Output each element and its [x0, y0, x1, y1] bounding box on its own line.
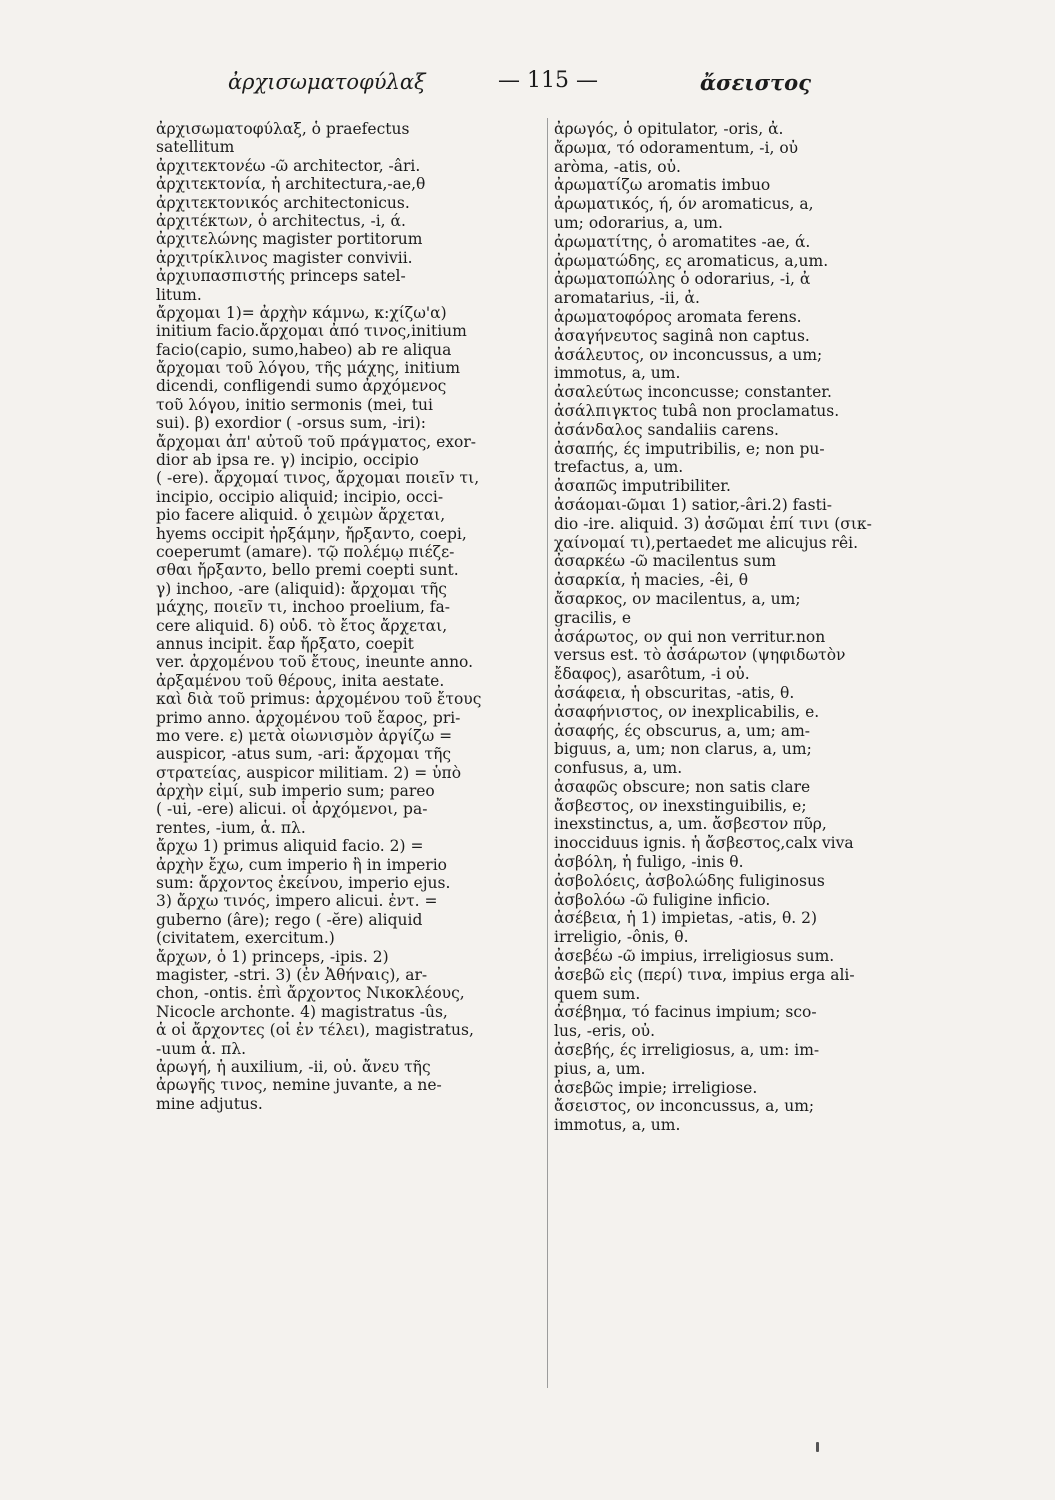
text-line: sum: ἄρχοντος ἐκείνου, imperio ejus.	[156, 874, 451, 893]
text-line: chon, -ontis. ἐπὶ ἄρχοντος Νικοκλέους,	[156, 984, 465, 1003]
text-line: ἀρωματοφόρος aromata ferens.	[554, 307, 802, 326]
text-line: (civitatem, exercitum.)	[156, 929, 335, 948]
page-number: — 115 —	[498, 68, 598, 93]
text-line: ἀρχιυπασπιστής princeps satel-	[156, 267, 406, 286]
text-line: immotus, a, um.	[554, 1116, 681, 1135]
text-line: ἀσεβής, ές irreligiosus, a, um: im-	[554, 1041, 820, 1060]
text-line: ἀρωματίζω aromatis imbuo	[554, 176, 771, 195]
text-line: confusus, a, um.	[554, 759, 683, 778]
text-line: ἄρχω 1) primus aliquid facio. 2) =	[156, 837, 424, 856]
text-line: quem sum.	[554, 984, 641, 1003]
left-column	[156, 120, 542, 1400]
text-line: ἀσβόλη, ἡ fuligo, -inis θ.	[554, 853, 744, 872]
text-line: ἀσάλευτος, ον inconcussus, a um;	[554, 345, 823, 364]
text-line: inocciduus ignis. ἡ ἄσβεστος,calx viva	[554, 834, 854, 853]
text-line: initium facio.ἄρχομαι ἀπό τινος,initium	[156, 322, 467, 341]
text-line: ἀσαλεύτως inconcusse; constanter.	[554, 383, 832, 402]
text-line: facio(capio, sumo,habeo) ab re aliqua	[156, 340, 452, 359]
right-column	[554, 120, 934, 1400]
text-line: mo vere. ε) μετὰ οἰωνισμὸν ἀργίζω =	[156, 726, 453, 745]
text-line: ἀσεβῶς impie; irreligiose.	[554, 1078, 758, 1097]
text-line: γ) inchoo, -are (aliquid): ἄρχομαι τῆς	[156, 579, 447, 598]
print-speck	[816, 1442, 819, 1452]
text-line: ver. ἀρχομένου τοῦ ἔτους, ineunte anno.	[156, 653, 474, 672]
text-line: ἀσάομαι-ῶμαι 1) satior,-âri.2) fasti-	[554, 495, 833, 514]
text-line: ἀρχιτεκτονικός architectonicus.	[156, 193, 410, 212]
text-line: ἀρχιτρίκλινος magister convivii.	[156, 248, 413, 267]
text-line: ἀρξαμένου τοῦ θέρους, inita aestate.	[156, 671, 445, 690]
text-line: auspicor, -atus sum, -ari: ἄρχομαι τῆς	[156, 745, 452, 764]
text-line: coeperumt (amare). τῷ πολέμῳ πιέζε-	[156, 542, 455, 561]
text-line: versus est. τὸ ἀσάρωτον (ψηφιδωτὸν	[554, 646, 846, 665]
text-line: ἀσεβῶ εἰς (περί) τινα, impius erga ali-	[554, 965, 855, 984]
text-line: ἄσαρκος, ον macilentus, a, um;	[554, 589, 801, 608]
text-line: aròma, -atis, οὐ.	[554, 157, 681, 176]
text-line: incipio, occipio aliquid; incipio, occi-	[156, 487, 444, 506]
text-line: ἀσαγήνευτος saginâ non captus.	[554, 326, 810, 345]
text-line: -uum ἁ. πλ.	[156, 1039, 247, 1058]
text-line: mine adjutus.	[156, 1094, 263, 1113]
text-line: litum.	[156, 285, 202, 304]
text-line: ἀσαρκέω -ῶ macilentus sum	[554, 552, 777, 571]
text-line: pius, a, um.	[554, 1059, 646, 1078]
text-line: dio -ire. aliquid. 3) ἀσῶμαι ἐπί τινι (σικ-	[554, 514, 872, 533]
text-line: ἀσάφεια, ἡ obscuritas, -atis, θ.	[554, 683, 795, 702]
text-line: ἄρωμα, τό odoramentum, -i, οὐ	[554, 138, 799, 157]
header-first-headword: ἀρχισωματοφύλαξ	[228, 70, 426, 94]
text-line: ( -ere). ἄρχομαί τινος, ἄρχομαι ποιεῖν τι,	[156, 469, 480, 488]
text-line: ἀσεβέω -ῶ impius, irreligiosus sum.	[554, 947, 835, 966]
text-line: ἀρωματοπώλης ὁ odorarius, -i, ἀ	[554, 270, 811, 289]
text-line: pio facere aliquid. ὁ χειμὼν ἄρχεται,	[156, 506, 446, 525]
text-line: primo anno. ἀρχομένου τοῦ ἔαρος, pri-	[156, 708, 461, 727]
text-line: ἀσαφής, ές obscurus, a, um; am-	[554, 721, 810, 740]
text-line: ἀσέβεια, ἡ 1) impietas, -atis, θ. 2)	[554, 909, 818, 928]
text-line: ἀρωγή, ἡ auxilium, -ii, οὐ. ἄνευ τῆς	[156, 1057, 431, 1076]
text-line: ἀρχιτεκτονία, ἡ architectura,-ae,θ	[156, 175, 426, 194]
text-line: ἀρχισωματοφύλαξ, ὁ praefectus	[156, 120, 410, 138]
text-line: ἀσβολόω -ῶ fuligine inficio.	[554, 890, 771, 909]
text-line: ἀρωματικός, ή, όν aromaticus, a,	[554, 195, 814, 214]
text-line: inexstinctus, a, um. ἄσβεστον πῦρ,	[554, 815, 827, 834]
text-line: um; odorarius, a, um.	[554, 213, 723, 232]
text-line: ἀρωγῆς τινος, nemine juvante, a ne-	[156, 1076, 442, 1095]
text-line: στρατείας, auspicor militiam. 2) = ὑπὸ	[156, 763, 462, 782]
text-line: τοῦ λόγου, initio sermonis (mei, tui	[156, 395, 433, 414]
text-line: ἀσβολόεις, ἀσβολώδης fuliginosus	[554, 871, 825, 890]
text-line: immotus, a, um.	[554, 364, 681, 383]
text-line: sui). β) exordior ( -orsus sum, -iri):	[156, 414, 427, 433]
text-line: 3) ἄρχω τινός, impero alicui. ἐντ. =	[156, 892, 438, 911]
text-line: magister, -stri. 3) (ἐν Ἀθήναις), ar-	[156, 965, 428, 984]
text-line: ἀρχιτέκτων, ὁ architectus, -i, ά.	[156, 211, 406, 230]
text-line: ἀρχιτεκτονέω -ῶ architector, -âri.	[156, 156, 421, 175]
text-line: hyems occipit ἠρξάμην, ἤρξαντο, coepi,	[156, 524, 467, 543]
text-line: ἀρχιτελώνης magister portitorum	[156, 230, 423, 249]
text-line: cere aliquid. δ) οὐδ. τὸ ἔτος ἄρχεται,	[156, 616, 448, 635]
text-line: χαίνομαί τι),pertaedet me alicujus rêi.	[554, 533, 859, 552]
text-line: ἄρχων, ὁ 1) princeps, -ipis. 2)	[156, 947, 389, 966]
text-line: dior ab ipsa re. γ) incipio, occipio	[156, 451, 419, 470]
text-line: ἀσαρκία, ἡ macies, -êi, θ	[554, 571, 749, 590]
text-line: aromatarius, -ii, ἀ.	[554, 289, 700, 308]
text-line: gracilis, e	[554, 608, 632, 627]
text-line: ἀσάρωτος, ον qui non verritur.non	[554, 627, 826, 646]
text-line: ἁ οἱ ἄρχοντες (οἱ ἐν τέλει), magistratus,	[156, 1021, 474, 1040]
text-line: ἄσβεστος, ον inexstinguibilis, e;	[554, 796, 807, 815]
text-line: ἀσαπῶς imputribiliter.	[554, 477, 731, 496]
text-line: irreligio, -ônis, θ.	[554, 928, 689, 947]
text-line: μάχης, ποιεῖν τι, inchoo proelium, fa-	[156, 598, 451, 617]
page-header	[0, 66, 1055, 106]
text-line: ( -ui, -ere) alicui. οἱ ἀρχόμενοι, pa-	[156, 800, 428, 819]
text-line: Nicocle archonte. 4) magistratus -ûs,	[156, 1002, 448, 1021]
text-line: ἀρωματώδης, ες aromaticus, a,um.	[554, 251, 829, 270]
text-line: ἀρχὴν ἔχω, cum imperio ἢ in imperio	[156, 855, 448, 874]
text-line: ἀσάλπιγκτος tubâ non proclamatus.	[554, 401, 840, 420]
text-line: dicendi, confligendi sumo ἀρχόμενος	[156, 377, 447, 396]
text-line: ἀσαπής, ές imputribilis, e; non pu-	[554, 439, 825, 458]
text-line: annus incipit. ἔαρ ἤρξατο, coepit	[156, 634, 414, 653]
text-line: biguus, a, um; non clarus, a, um;	[554, 740, 812, 759]
text-line: σθαι ἤρξαντο, bello premi coepti sunt.	[156, 561, 459, 580]
text-line: ἀσαφήνιστος, ον inexplicabilis, e.	[554, 702, 820, 721]
text-line: ἀρχὴν εἰμί, sub imperio sum; pareo	[156, 782, 435, 801]
text-line: ἀρωματίτης, ὁ aromatites -ae, ά.	[554, 232, 811, 251]
text-line: trefactus, a, um.	[554, 458, 684, 477]
text-line: ἄρχομαι ἀπ' αὐτοῦ τοῦ πράγματος, exor-	[156, 432, 476, 451]
text-line: ἀρωγός, ὁ opitulator, -oris, ἀ.	[554, 120, 784, 138]
text-line: ἀσαφῶς obscure; non satis clare	[554, 777, 811, 796]
text-line: ἄρχομαι 1)= ἀρχὴν κάμνω, κ:χίζω'α)	[156, 303, 447, 322]
text-line: καὶ διὰ τοῦ primus: ἀρχομένου τοῦ ἔτους	[156, 690, 482, 709]
text-line: ἔδαφος), asarôtum, -i οὐ.	[554, 665, 750, 684]
text-line: guberno (âre); rego ( -ĕre) aliquid	[156, 910, 423, 929]
text-line: satellitum	[156, 138, 235, 157]
header-last-headword: ἄσειστος	[700, 70, 811, 95]
text-line: ἀσάνδαλος sandaliis carens.	[554, 420, 779, 439]
text-line: ἄσειστος, ον inconcussus, a, um;	[554, 1097, 815, 1116]
text-line: lus, -eris, οὐ.	[554, 1022, 656, 1041]
column-divider	[547, 118, 548, 1388]
text-line: ἄρχομαι τοῦ λόγου, τῆς μάχης, initium	[156, 359, 461, 378]
text-line: ἀσέβημα, τό facinus impium; sco-	[554, 1003, 817, 1022]
text-line: rentes, -ium, ἁ. πλ.	[156, 818, 306, 837]
